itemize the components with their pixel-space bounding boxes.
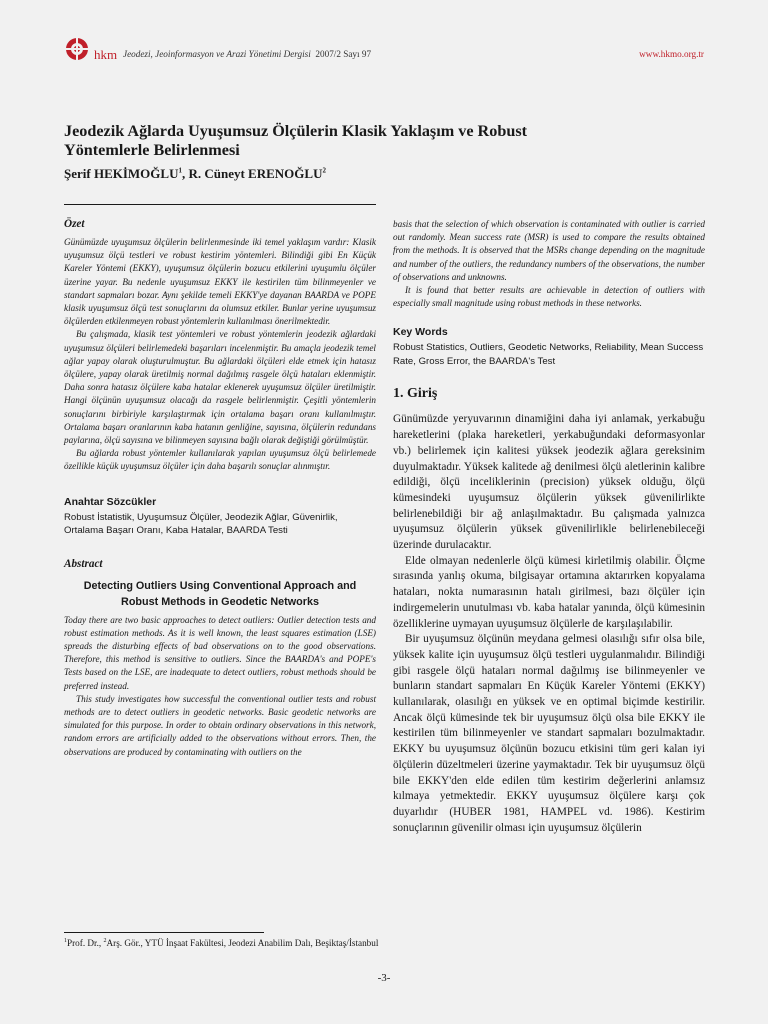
ozet-heading: Özet [64,218,85,230]
author-2-affil: 2 [322,166,326,175]
giris-paragraph: Günümüzde yeryuvarının dinamiğini daha iyi anlamak, yerkabuğu hareketlerini (plaka hareketleri, yerkabuğundaki deformasyonlar vb.) belirlemek için kalitesi yüksek jeodezik ağlara gereksinim duyulmaktadır. Yüksek kalitede ağ denilmesi ölçü aletlerinin kalibre edildiği, ölçü inceliklerinin (precision) yüksek olduğu, ölçü kümesindeki uyuşumsuz ölçülerin yüksek güvenilirlikte belirlenebildiği bir ağ anlaşılmaktadır. Bu çalışmada yalnızca uyuşumsuz ölçülerin yüksek güvenilirlikle belirlenebileceği üzerinde durulacaktır. [393,413,705,552]
abstract-heading: Abstract [64,557,103,570]
anahtar-text: Robust İstatistik, Uyuşumsuz Ölçüler, Jeodezik Ağlar, Güvenirlik, Ortalama Başarı Oranı, Kaba Hatalar, BAARDA Testi [64,511,338,537]
abstract-title: Detecting Outliers Using Conventional Approach and Robust Methods in Geodetic Networks [83,579,357,608]
brand-label: hkm [94,47,118,62]
footnote-divider [64,932,264,933]
footnote-text-1: Prof. Dr., [67,938,104,949]
author-separator: , [181,166,189,181]
right-column [393,218,705,836]
section-heading-giris: 1. Giriş [393,386,438,402]
ozet-paragraph: Bu çalışmada, klasik test yöntemleri ve robust yöntemlerin jeodezik ağlardaki uyuşumsuz ölçüleri belirlemedeki başarıları incelenmiştir. Bu amaçla jeodezik temel ağlar yapay olarak oluşturulmuştur. Bu ağlardaki ölçüleri elde etmek için hatasız ölçülere, yapay olarak üretilmiş normal dağılmış rasgele ölçü hataları eklenmiştir. Daha sonra hatasız ölçülere kaba hatalar eklenerek uyuşumsuz ölçüler üretilmiştir. Hangi ölçünün uyuşumsuz olacağı da rasgele belirlenmiştir. Çeşitli yöntemlerin sonuçlarını birbiriyle karşılaştırmak için ortalama başarı oranı kullanılmıştır. Ortalama başarı oranlarının kaba hatanın genliğine, sayısına, ölçülerin redundans paylarına, ölçü sayısına ve bilinmeyen sayısına bağlı olarak değiştiği görülmüştür. [64,329,376,446]
ozet-paragraph: Günümüzde uyuşumsuz ölçülerin belirlenmesinde iki temel yaklaşım vardır: Klasik uyuşumsuz ölçü testleri ve robust kestirim yöntemleri. Bilindiği gibi En Küçük Kareler Yöntemi (EKKY), uyuşumsuz ölçülerin bozucu etkilerini uyuşumlu ölçüler üzerine yayar. Bu nedenle uyuşumsuz EKKY ile kestirilen tüm bilinmeyenler ve standart sapmaları bozar. Aynı şekilde temeli EKKY'ye dayanan BAARDA ve POPE klasik uyuşumsuz ölçü test sonuçlarını da olumsuz etkiler. Bunlar yerine uyuşumsuz ölçülerden etkilenmeyen robust yöntemlerin kullanılması önerilmektedir. [64,237,376,327]
author-1-affil: 1 [178,166,182,175]
abstract-body [64,614,376,759]
author-2: R. Cüneyt ERENOĞLU [188,166,323,181]
footnote [64,938,378,948]
keywords-heading: Key Words [393,326,448,339]
abstract-paragraph: basis that the selection of which observation is contaminated with outlier is carried out randomly. Mean success rate (MSR) is used to compare the results obtained from the methods. It is observed that the MSRs change depending on the magnitude and number of the outliers, the redundancy numbers of the observations, the number of observations and unknowns. [393,219,705,282]
abstract-paragraph: It is found that better results are achievable in detection of outliers with especially small magnitude using robust methods in these networks. [393,285,705,309]
hkm-logo-icon [64,36,90,62]
footnote-mark-2: 2 [103,938,107,944]
giris-paragraph: Bir uyuşumsuz ölçünün meydana gelmesi olasılığı sıfır olsa bile, yüksek kalite için uyuşumsuz ölçü testleri uygulanmalıdır. Bilindiği gibi rasgele ölçü hataları normal dağılmış ise bilinmeyenler ve bunların standart sapmaları En Küçük Kareler Yöntemi (EKKY) kullanılarak, olasılığı en yüksek ve en optimal biçimde kestirilir. Ancak ölçü kümesinde tek bir uyuşumsuz ölçü olsa bile EKKY ile kestirilen tüm bilinmeyenler ve standart sapmaları bozulmaktadır. EKKY bu uyuşumsuz ölçünün bozucu etkisini tüm geri kalan iyi ölçülerin düzeltmeleri üzerine yaymaktadır. Tek bir uyuşumsuz ölçü bile EKKY'den elde edilen tüm kestirim değerlerini anlamsız kılmaya yetmektedir. EKKY uyuşumsuz ölçülere karşı çok duyarlıdır (HUBER 1981, HAMPEL vd. 1986). Kestirim sonuçlarının güvenilir olması için uyuşumsuz ölçülerin [393,633,705,834]
anahtar-heading: Anahtar Sözcükler [64,495,157,508]
giris-body [393,412,705,836]
keywords-text: Robust Statistics, Outliers, Geodetic Networks, Reliability, Mean Success Rate, Gross Error, the BAARDA's Test [393,342,704,367]
footnote-text-2: Arş. Gör., YTÜ İnşaat Fakültesi, Jeodezi Anabilim Dalı, Beşiktaş/İstanbul [106,938,379,949]
divider [64,204,376,205]
left-column [64,218,376,759]
footnote-mark-1: 1 [64,938,67,944]
journal-name [123,49,371,59]
website-link[interactable]: www.hkmo.org.tr [639,49,704,59]
ozet-paragraph: Bu ağlarda robust yöntemler kullanılarak yapılan uyuşumsuz ölçü belirlemede özellikle küçük uyuşumsuz ölçüler için daha başarılı sonuçlar alınmıştır. [64,448,376,472]
paper-title: Jeodezik Ağlarda Uyuşumsuz Ölçülerin Klasik Yaklaşım ve Robust Yöntemlerle Belirlenmesi [64,122,528,159]
abstract-continued [393,218,705,310]
journal-title: Jeodezi, Jeoinformasyon ve Arazi Yönetimi Dergisi [123,49,311,59]
author-1: Şerif HEKİMOĞLU [64,166,179,181]
issue-label: 2007/2 Sayı 97 [315,49,372,59]
abstract-paragraph: Today there are two basic approaches to detect outliers: Outlier detection tests and robust estimation methods. As it is well known, the least squares estimation (LSE) spreads the disturbing effects of bad observations on to the good observations. Therefore, this method is sensitive to outliers. Since the BAARDA's and POPE's Tests based on the LSE, are inadequate to detect outliers, robust methods should be preferred instead. [64,614,376,691]
ozet-body [64,236,376,474]
giris-paragraph: Elde olmayan nedenlerle ölçü kümesi kirletilmiş olabilir. Ölçme sırasında yanlış okuma, bilgisayar ortamına aktarırken kopyalama hataları, nokta numarasının hatalı girilmesi, bazı ölçüler için indirgemelerin unutulması vb. kaba hatalar yanında, ölçü kümesinin özelliklerine uymayan uyuşumsuz ölçülerle de karşılaşılabilir. [393,554,705,630]
abstract-paragraph: This study investigates how successful the conventional outlier tests and robust methods are to detect outliers in geodetic networks. Basic geodetic networks are simulated for this purpose. In order to obtain ordinary observations in this network, random errors are artificially added to the observations without errors. Then, the observations are produced by contaminating with outliers on the [64,693,376,757]
page-header [64,36,704,66]
authors [64,166,326,182]
page-number: -3- [377,972,391,984]
